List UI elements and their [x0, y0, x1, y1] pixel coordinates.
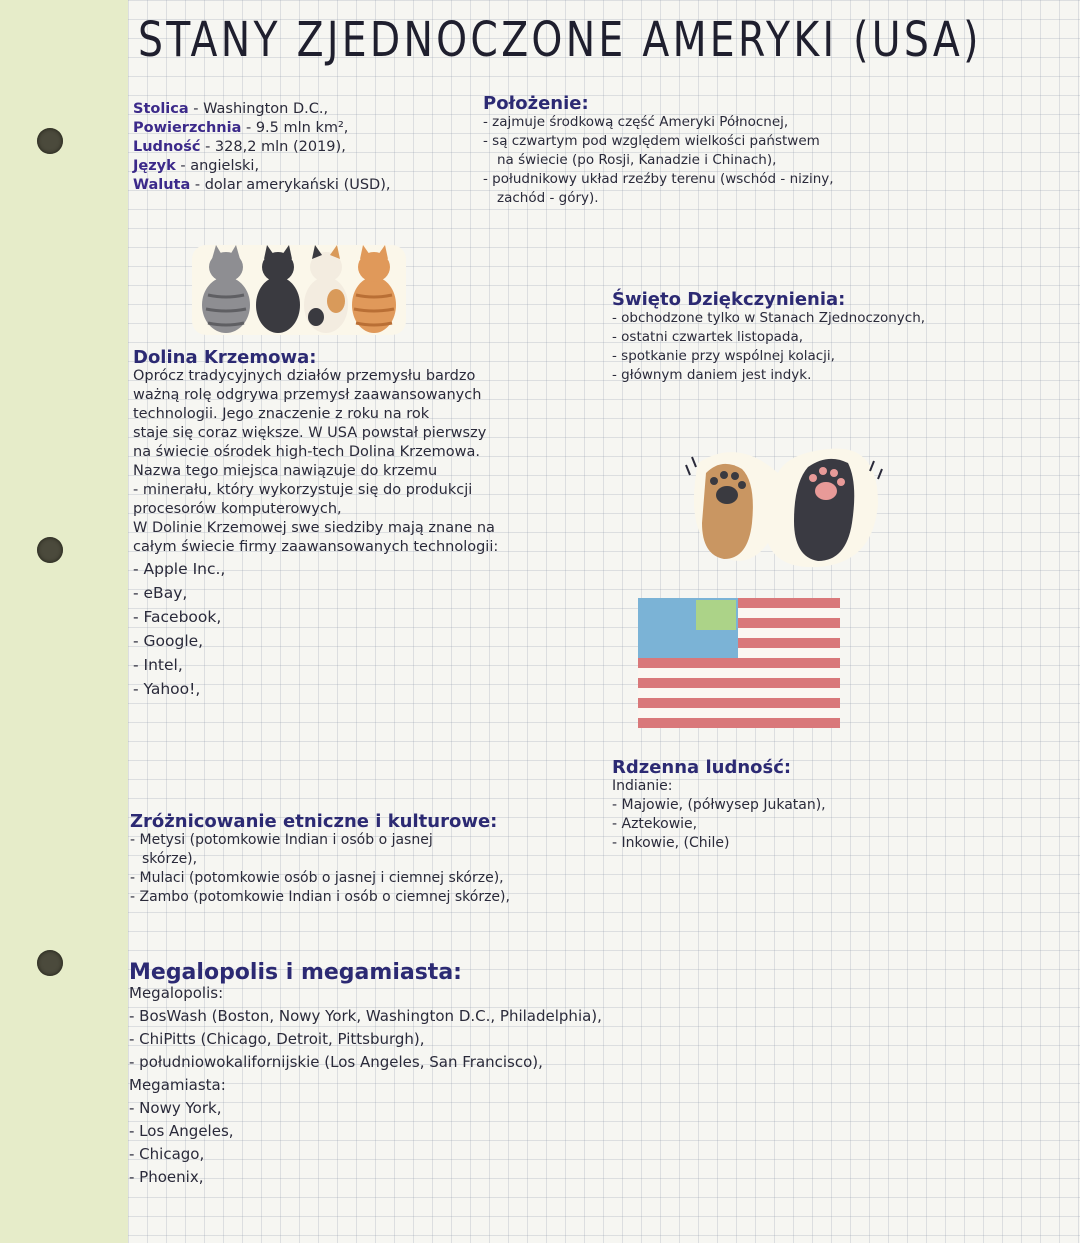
silicon-valley-heading: Dolina Krzemowa: [133, 347, 317, 368]
text-line: Nazwa tego miejsca nawiązuje do krzemu [133, 463, 438, 479]
location-line: na świecie (po Rosji, Kanadzie i Chinach), [497, 152, 777, 168]
fact-value: - 9.5 mln km², [245, 120, 349, 136]
text-line: - Metysi (potomkowie Indian i osób o jasnej [130, 832, 433, 848]
ethnic-heading: Zróżnicowanie etniczne i kulturowe: [130, 811, 498, 832]
fact-value: - 328,2 mln (2019), [205, 139, 346, 155]
text-line: - obchodzone tylko w Stanach Zjednoczonych, [612, 310, 926, 326]
punch-hole [37, 950, 63, 976]
company-item: - Yahoo!, [133, 680, 201, 698]
fact-label: Ludność [133, 139, 201, 155]
text-line: całym świecie firmy zaawansowanych technologii: [133, 539, 499, 555]
fact-value: - dolar amerykański (USD), [194, 177, 391, 193]
fact-row [133, 138, 390, 157]
fact-label: Stolica [133, 101, 189, 117]
us-flag-icon [638, 598, 840, 728]
text-line: staje się coraz większe. W USA powstał pierwszy [133, 425, 487, 441]
punch-hole [37, 537, 63, 563]
location-line: - południkowy układ rzeźby terenu (wschód - niziny, [483, 171, 834, 187]
text-line: - ostatni czwartek listopada, [612, 329, 804, 345]
company-item: - Facebook, [133, 608, 222, 626]
facts-block [133, 100, 390, 195]
fact-row [133, 157, 390, 176]
text-line: ważną rolę odgrywa przemysł zaawansowanych [133, 387, 482, 403]
text-line: - ChiPitts (Chicago, Detroit, Pittsburgh), [129, 1030, 425, 1048]
text-line: - Chicago, [129, 1145, 205, 1163]
fact-value: - angielski, [180, 158, 260, 174]
text-line: - minerału, który wykorzystuje się do produkcji [133, 482, 473, 498]
natives-heading: Rdzenna ludność: [612, 757, 792, 778]
company-item: - Apple Inc., [133, 560, 226, 578]
text-line: technologii. Jego znaczenie z roku na rok [133, 406, 430, 422]
fact-label: Waluta [133, 177, 191, 193]
location-line: - zajmuje środkową część Ameryki Północnej, [483, 114, 789, 130]
text-line: - południowokalifornijskie (Los Angeles, San Francisco), [129, 1053, 543, 1071]
text-line: procesorów komputerowych, [133, 501, 342, 517]
text-line: - Mulaci (potomkowie osób o jasnej i ciemnej skórze), [130, 870, 504, 886]
paper-margin [0, 0, 128, 1243]
natives-block [612, 758, 826, 853]
punch-hole [37, 128, 63, 154]
cats-sticker-icon [190, 243, 410, 339]
location-line: zachód - góry). [497, 190, 599, 206]
company-item: - eBay, [133, 584, 188, 602]
company-item: - Intel, [133, 656, 183, 674]
fact-label: Język [133, 158, 176, 174]
thanksgiving-heading: Święto Dziękczynienia: [612, 289, 846, 310]
text-line: - BosWash (Boston, Nowy York, Washington D.C., Philadelphia), [129, 1007, 602, 1025]
text-line: Megamiasta: [129, 1076, 226, 1094]
text-line: - Zambo (potomkowie Indian i osób o ciemnej skórze), [130, 889, 510, 905]
company-item: - Google, [133, 632, 204, 650]
text-line: Indianie: [612, 778, 673, 794]
text-line: - spotkanie przy wspólnej kolacji, [612, 348, 835, 364]
text-line: - Aztekowie, [612, 816, 698, 832]
location-heading: Położenie: [483, 93, 589, 114]
fact-row [133, 119, 390, 138]
text-line: skórze), [142, 851, 198, 867]
megalopolis-heading: Megalopolis i megamiasta: [129, 960, 462, 985]
fact-label: Powierzchnia [133, 120, 242, 136]
text-line: - Los Angeles, [129, 1122, 234, 1140]
text-line: Oprócz tradycyjnych działów przemysłu bardzo [133, 368, 476, 384]
text-line: - Majowie, (półwysep Jukatan), [612, 797, 826, 813]
megalopolis-block [129, 960, 602, 1189]
fact-row [133, 100, 390, 119]
text-line: - Phoenix, [129, 1168, 204, 1186]
text-line: Megalopolis: [129, 984, 224, 1002]
fact-value: - Washington D.C., [193, 101, 329, 117]
ethnic-block [130, 812, 510, 907]
paws-sticker-icon [678, 443, 890, 573]
text-line: - głównym daniem jest indyk. [612, 367, 812, 383]
text-line: na świecie ośrodek high-tech Dolina Krzemowa. [133, 444, 481, 460]
silicon-valley-block [133, 348, 498, 701]
location-block [483, 94, 834, 208]
text-line: - Inkowie, (Chile) [612, 835, 730, 851]
location-line: - są czwartym pod względem wielkości państwem [483, 133, 820, 149]
text-line: - Nowy York, [129, 1099, 222, 1117]
page-title: STANY ZJEDNOCZONE AMERYKI (USA) [138, 12, 982, 68]
text-line: W Dolinie Krzemowej swe siedziby mają znane na [133, 520, 495, 536]
fact-row [133, 176, 390, 195]
thanksgiving-block [612, 290, 925, 385]
